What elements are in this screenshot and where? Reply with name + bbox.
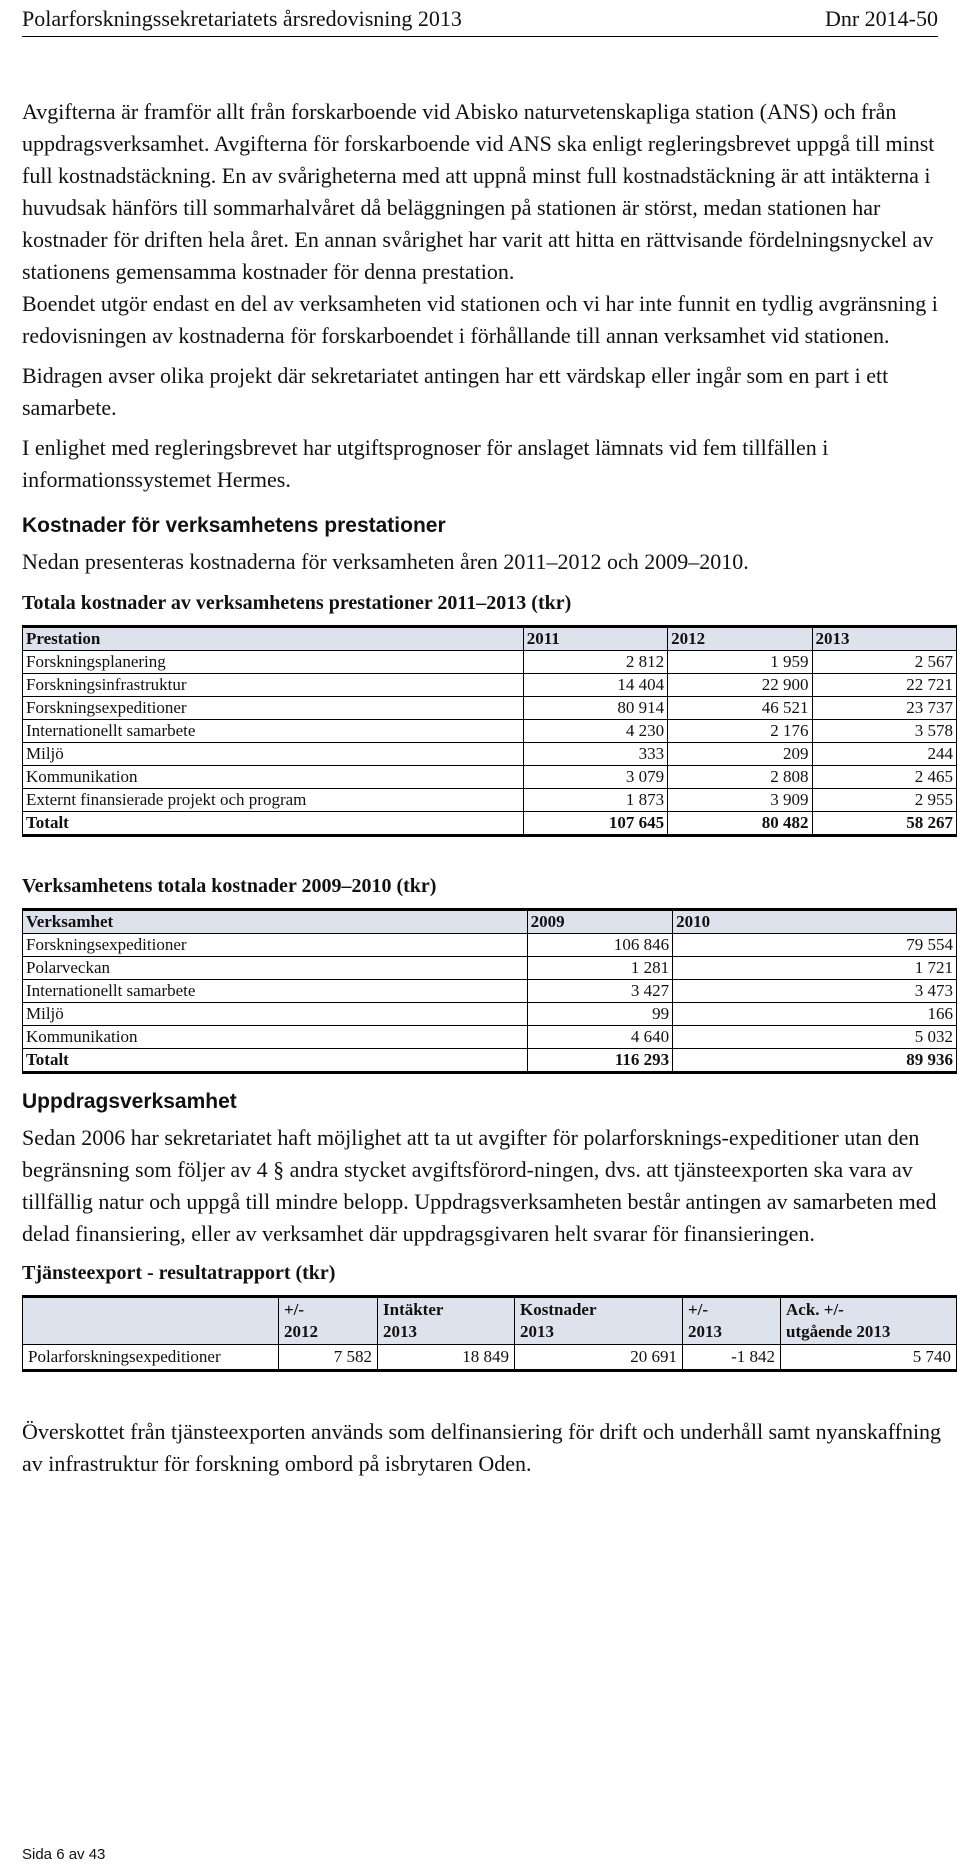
table-cell: 46 521 xyxy=(668,697,812,720)
row-label: Polarveckan xyxy=(23,957,528,980)
table-row xyxy=(23,1026,957,1049)
column-header: Prestation xyxy=(23,627,524,651)
column-header: 2012 xyxy=(668,627,812,651)
column-header: 2011 xyxy=(523,627,667,651)
table-cell: 2 812 xyxy=(523,651,667,674)
table-total-row xyxy=(23,1049,957,1073)
table-row xyxy=(23,674,957,697)
table-cell: 2 176 xyxy=(668,720,812,743)
column-header xyxy=(23,1297,279,1345)
row-label: Internationellt samarbete xyxy=(23,980,528,1003)
section-heading-costs: Kostnader för verksamhetens prestationer xyxy=(22,514,446,537)
table-cell: 116 293 xyxy=(527,1049,673,1073)
row-label: Forskningsexpeditioner xyxy=(23,697,524,720)
table-cell: 3 909 xyxy=(668,789,812,812)
table-total-row xyxy=(23,812,957,836)
table-cell: 2 567 xyxy=(812,651,956,674)
table-row xyxy=(23,980,957,1003)
paragraph-grants: Bidragen avser olika projekt där sekretariatet antingen har ett värdskap eller ingår som en part i ett samarbete. xyxy=(22,363,889,420)
table-row xyxy=(23,934,957,957)
row-label: Polarforskningsexpeditioner xyxy=(23,1345,279,1371)
page-header xyxy=(22,2,938,37)
table-cell: 7 582 xyxy=(279,1345,378,1371)
paragraph-forecasts: I enlighet med regleringsbrevet har utgiftsprognoser för anslaget lämnats vid fem tillfällen i informationssystemet Hermes. xyxy=(22,435,829,492)
table-row xyxy=(23,720,957,743)
table-cell: 1 281 xyxy=(527,957,673,980)
column-header: 2010 xyxy=(673,910,957,934)
paragraph-closing: Överskottet från tjänsteexporten används som delfinansiering för drift och underhåll samt nyanskaffning av infrastruktur för forskning ombord på isbrytaren Oden. xyxy=(22,1419,942,1476)
table-header-row xyxy=(23,1297,957,1345)
table-header-row xyxy=(23,627,957,651)
column-header: Kostnader 2013 xyxy=(515,1297,683,1345)
table-caption-costs-2009-2010: Verksamhetens totala kostnader 2009–2010 (tkr) xyxy=(22,875,437,897)
row-label: Kommunikation xyxy=(23,1026,528,1049)
costs-table-2011-2013 xyxy=(22,625,957,837)
table-cell: 2 955 xyxy=(812,789,956,812)
table-cell: 58 267 xyxy=(812,812,956,836)
table-cell: 209 xyxy=(668,743,812,766)
column-header: Ack. +/- utgående 2013 xyxy=(781,1297,957,1345)
paragraph-uppdrag: Sedan 2006 har sekretariatet haft möjlighet att ta ut avgifter för polarforsknings-expeditioner utan den begränsning som följer av 4 § andra stycket avgiftsförord-ningen, dvs. att tjänsteexporten ska vara av tillfällig natur och uppgå till mindre belopp. Uppdragsverksamheten består antingen av samarbeten med delad finansiering, eller av verksamhet där uppdragsgivaren helt svarar för finansieringen. xyxy=(22,1125,937,1246)
row-label: Forskningsplanering xyxy=(23,651,524,674)
page-number: Sida 6 av 43 xyxy=(22,1846,106,1863)
table-cell: 14 404 xyxy=(523,674,667,697)
table-cell: 2 808 xyxy=(668,766,812,789)
table-cell: 3 427 xyxy=(527,980,673,1003)
table-row xyxy=(23,651,957,674)
column-header: Intäkter 2013 xyxy=(378,1297,515,1345)
table-cell: 99 xyxy=(527,1003,673,1026)
column-header: Verksamhet xyxy=(23,910,528,934)
table-row xyxy=(23,1003,957,1026)
page-content xyxy=(22,96,957,1488)
table-cell: 1 721 xyxy=(673,957,957,980)
paragraph-costs-intro: Nedan presenteras kostnaderna för verksamheten åren 2011–2012 och 2009–2010. xyxy=(22,549,749,574)
table-cell: 23 737 xyxy=(812,697,956,720)
document-title: Polarforskningssekretariatets årsredovisning 2013 xyxy=(22,6,462,31)
row-label: Forskningsexpeditioner xyxy=(23,934,528,957)
table-cell: 4 640 xyxy=(527,1026,673,1049)
table-row xyxy=(23,1345,957,1371)
table-cell: 3 578 xyxy=(812,720,956,743)
table-cell: -1 842 xyxy=(683,1345,781,1371)
table-cell: 80 482 xyxy=(668,812,812,836)
table-cell: 3 473 xyxy=(673,980,957,1003)
table-caption-costs-2011-2013: Totala kostnader av verksamhetens prestationer 2011–2013 (tkr) xyxy=(22,592,572,614)
table-cell: 2 465 xyxy=(812,766,956,789)
section-heading-uppdrag: Uppdragsverksamhet xyxy=(22,1090,237,1113)
table-cell: 80 914 xyxy=(523,697,667,720)
paragraph-housing: Boendet utgör endast en del av verksamheten vid stationen och vi har inte funnit en tydlig avgränsning i redovisningen av kostnaderna för forskarboendet i förhållande till annan verksamhet vid stationen. xyxy=(22,291,938,348)
table-cell: 166 xyxy=(673,1003,957,1026)
table-cell: 18 849 xyxy=(378,1345,515,1371)
table-row xyxy=(23,957,957,980)
table-cell: 3 079 xyxy=(523,766,667,789)
table-cell: 333 xyxy=(523,743,667,766)
table-cell: 5 740 xyxy=(781,1345,957,1371)
table-cell: 5 032 xyxy=(673,1026,957,1049)
row-label: Externt finansierade projekt och program xyxy=(23,789,524,812)
row-label: Totalt xyxy=(23,812,524,836)
row-label: Totalt xyxy=(23,1049,528,1073)
row-label: Forskningsinfrastruktur xyxy=(23,674,524,697)
table-cell: 79 554 xyxy=(673,934,957,957)
table-header-row xyxy=(23,910,957,934)
table-cell: 89 936 xyxy=(673,1049,957,1073)
column-header: +/- 2012 xyxy=(279,1297,378,1345)
row-label: Kommunikation xyxy=(23,766,524,789)
paragraph-fees: Avgifterna är framför allt från forskarboende vid Abisko naturvetenskapliga station (ANS) och från uppdragsverksamhet. Avgifterna för forskarboende vid ANS ska enligt regleringsbrevet uppgå till minst full kostnadstäckning. En av svårigheterna med att uppnå minst full kostnadstäckning är att intäkterna i huvudsak hänförs till sommarhalvåret då beläggningen på stationen är störst, medan stationen har kostnader för driften hela året. En annan svårighet har varit att hitta en rättvisande fördelningsnyckel av stationens gemensamma kostnader för denna prestation. xyxy=(22,99,935,284)
table-cell: 20 691 xyxy=(515,1345,683,1371)
column-header: 2013 xyxy=(812,627,956,651)
table-cell: 1 959 xyxy=(668,651,812,674)
table-row xyxy=(23,789,957,812)
table-row xyxy=(23,743,957,766)
table-cell: 244 xyxy=(812,743,956,766)
row-label: Miljö xyxy=(23,1003,528,1026)
table-row xyxy=(23,766,957,789)
document-number: Dnr 2014-50 xyxy=(824,6,938,31)
table-cell: 1 873 xyxy=(523,789,667,812)
table-cell: 107 645 xyxy=(523,812,667,836)
table-row xyxy=(23,697,957,720)
row-label: Internationellt samarbete xyxy=(23,720,524,743)
costs-table-2009-2010 xyxy=(22,908,957,1074)
table-cell: 106 846 xyxy=(527,934,673,957)
column-header: 2009 xyxy=(527,910,673,934)
table-cell: 22 721 xyxy=(812,674,956,697)
row-label: Miljö xyxy=(23,743,524,766)
table-cell: 4 230 xyxy=(523,720,667,743)
table-caption-export: Tjänsteexport - resultatrapport (tkr) xyxy=(22,1262,336,1284)
table-cell: 22 900 xyxy=(668,674,812,697)
export-result-table xyxy=(22,1295,957,1372)
column-header: +/- 2013 xyxy=(683,1297,781,1345)
